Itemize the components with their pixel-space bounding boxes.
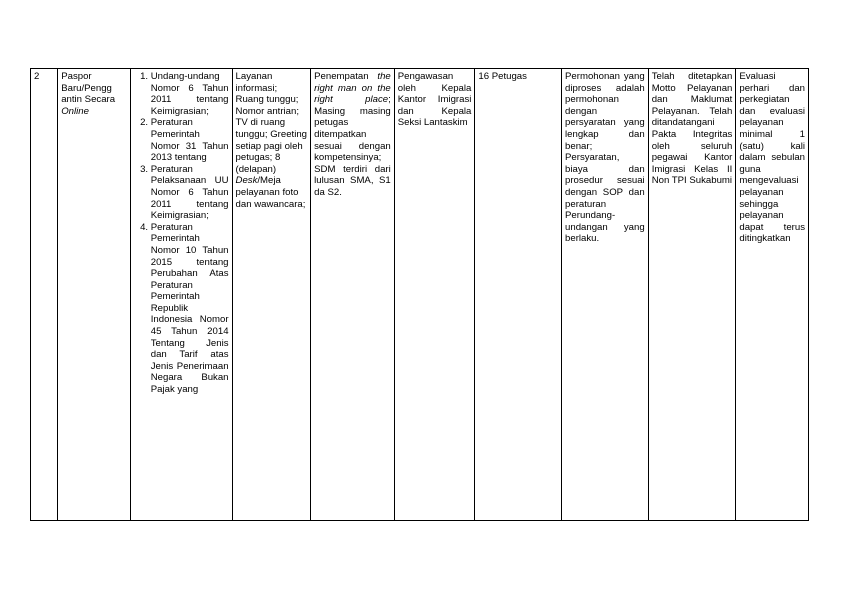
service-mode: Online xyxy=(61,105,89,117)
process-cell: Permohonan yang diproses adalah permohonan dengan persyaratan yang lengkap dan benar; Persyaratan, biaya dan prosedur sesuai dengan SOP dan peraturan Perundang-undangan yang berlaku. xyxy=(562,69,649,521)
legal-basis-list xyxy=(134,71,229,396)
supervision-cell: Pengawasan oleh Kepala Kantor Imigrasi dan Kepala Seksi Lantaskim xyxy=(394,69,475,521)
list-item: 1. Undang-undang Nomor 6 Tahun 2011 tentang Keimigrasian; xyxy=(151,71,229,117)
placement-cell xyxy=(311,69,395,521)
service-name-cell xyxy=(58,69,131,521)
facilities-text-end: /Meja pelayanan foto dan wawancara; xyxy=(235,175,306,210)
placement-motto: the right man on the right place xyxy=(314,71,391,106)
staff-cell: 16 Petugas xyxy=(475,69,562,521)
table-row xyxy=(31,69,809,521)
list-item: 3. Peraturan Pelaksanaan UU Nomor 6 Tahun 2011 tentang Keimigrasian; xyxy=(151,164,229,222)
facilities-desk: Desk xyxy=(235,175,258,187)
list-item: 2. Peraturan Pemerintah Nomor 31 Tahun 2013 tentang xyxy=(151,117,229,163)
placement-hr: SDM terdiri dari lulusan SMA, S1 da S2. xyxy=(314,163,391,198)
facilities-text: Layanan informasi; Ruang tunggu; Nomor antrian; TV di ruang tunggu; Greeting setiap pagi oleh petugas; 8 (delapan) xyxy=(235,71,308,175)
list-item: 4. Peraturan Pemerintah Nomor 10 Tahun 2015 tentang Perubahan Atas Peraturan Pemerintah Republik Indonesia Nomor 45 Tahun 2014 Tentang Jenis dan Tarif atas Jenis Penerimaan Negara Bukan Pajak yang xyxy=(151,222,229,396)
evaluation-cell: Evaluasi perhari dan perkegiatan dan evaluasi pelayanan minimal 1 (satu) kali dalam sebulan guna mengevaluasi pelayanan sehingga pelayanan dapat terus ditingkatkan xyxy=(736,69,809,521)
row-number: 2 xyxy=(31,69,58,521)
placement-text: Penempatan xyxy=(314,71,369,82)
legal-basis-cell xyxy=(130,69,232,521)
facilities-cell xyxy=(232,69,311,521)
placement-text-mid: ; Masing masing petugas ditempatkan sesuai dengan kompetensinya; xyxy=(314,94,391,164)
commitment-cell: Telah ditetapkan Motto Pelayanan dan Maklumat Pelayanan. Telah ditandatangani Pakta Integritas oleh seluruh pegawai Kantor Imigrasi Kelas II Non TPI Sukabumi xyxy=(648,69,736,521)
service-standard-table xyxy=(30,68,809,521)
service-name: Paspor Baru/Pengg antin Secara xyxy=(61,71,116,106)
